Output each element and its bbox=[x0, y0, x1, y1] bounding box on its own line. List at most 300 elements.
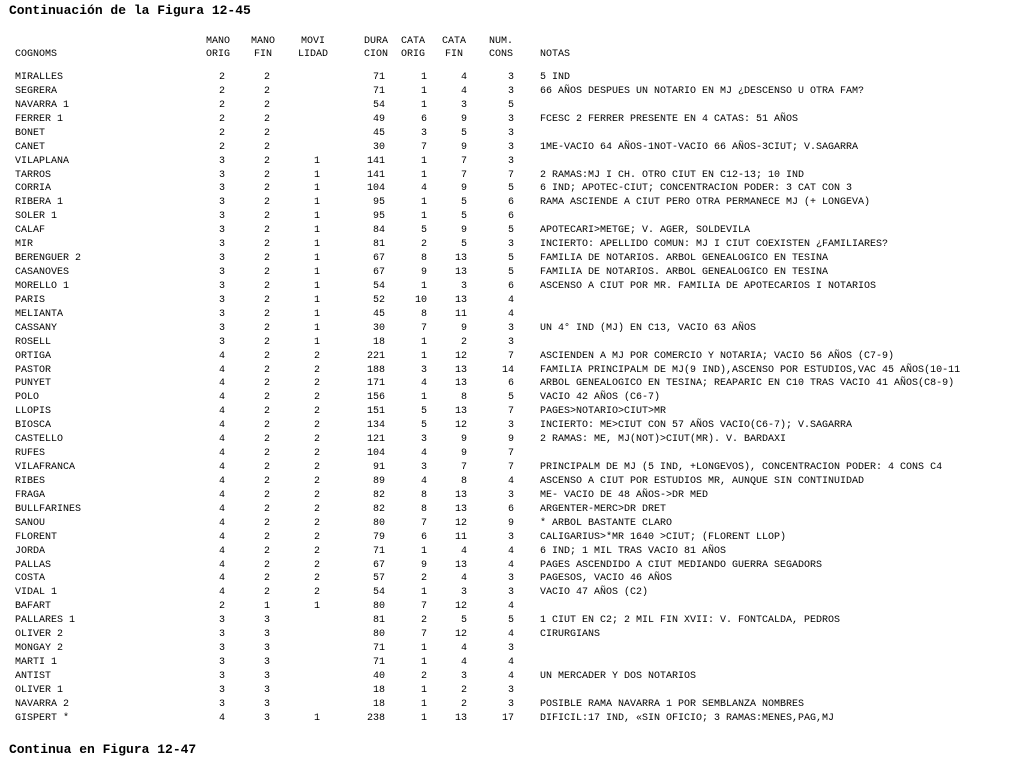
duracion-cell: 54 bbox=[372, 587, 385, 599]
movilidad-cell: 2 bbox=[313, 462, 320, 474]
mano-fin-cell: 2 bbox=[263, 489, 270, 501]
notas-cell: PRINCIPALM DE MJ (5 IND, +LONGEVOS), CONCENTRACION PODER: 4 CONS C4 bbox=[540, 462, 943, 474]
duracion-cell: 95 bbox=[372, 197, 385, 209]
mano-fin-cell: 2 bbox=[263, 559, 270, 571]
mano-orig-cell: 3 bbox=[218, 336, 225, 348]
duracion-cell: 40 bbox=[372, 670, 385, 682]
column-header-cata-orig: ORIG bbox=[400, 49, 425, 60]
movilidad-cell: 2 bbox=[313, 573, 320, 585]
mano-fin-cell: 3 bbox=[263, 684, 270, 696]
cata-fin-cell: 12 bbox=[454, 601, 467, 613]
cata-orig-cell: 1 bbox=[420, 155, 427, 167]
num-cons-cell: 7 bbox=[507, 350, 514, 362]
notas-cell: PAGESOS, VACIO 46 AÑOS bbox=[540, 573, 673, 585]
cata-fin-cell: 5 bbox=[460, 239, 467, 251]
mano-fin-cell: 2 bbox=[263, 308, 270, 320]
cognom-cell: CANET bbox=[15, 141, 46, 153]
cata-orig-cell: 1 bbox=[420, 99, 427, 111]
movilidad-cell: 2 bbox=[313, 587, 320, 599]
cognom-cell: SANOU bbox=[15, 517, 46, 529]
duracion-cell: 89 bbox=[372, 475, 385, 487]
cata-orig-cell: 1 bbox=[420, 698, 427, 710]
cata-orig-cell: 5 bbox=[420, 420, 427, 432]
num-cons-cell: 6 bbox=[507, 211, 514, 223]
notas-cell: UN MERCADER Y DOS NOTARIOS bbox=[540, 670, 697, 682]
num-cons-cell: 3 bbox=[507, 531, 514, 543]
notas-cell: CIRURGIANS bbox=[540, 629, 601, 641]
page-footer: Continua en Figura 12-47 bbox=[9, 742, 197, 757]
cognom-cell: RIBES bbox=[15, 475, 46, 487]
cata-orig-cell: 1 bbox=[420, 350, 427, 362]
column-header-duracion: DURA bbox=[363, 36, 388, 47]
movilidad-cell: 2 bbox=[313, 489, 320, 501]
mano-fin-cell: 2 bbox=[263, 113, 270, 125]
movilidad-cell: 1 bbox=[313, 308, 320, 320]
cata-fin-cell: 2 bbox=[460, 684, 467, 696]
mano-orig-cell: 4 bbox=[218, 587, 225, 599]
num-cons-cell: 5 bbox=[507, 253, 514, 265]
mano-orig-cell: 4 bbox=[218, 462, 225, 474]
duracion-cell: 141 bbox=[366, 155, 385, 167]
cognom-cell: PALLAS bbox=[15, 559, 52, 571]
mano-fin-cell: 2 bbox=[263, 155, 270, 167]
num-cons-cell: 4 bbox=[507, 601, 514, 613]
movilidad-cell: 1 bbox=[313, 155, 320, 167]
cata-fin-cell: 7 bbox=[460, 462, 467, 474]
num-cons-cell: 3 bbox=[507, 684, 514, 696]
cata-fin-cell: 13 bbox=[454, 253, 467, 265]
cata-orig-cell: 6 bbox=[420, 531, 427, 543]
cata-fin-cell: 12 bbox=[454, 629, 467, 641]
cata-orig-cell: 1 bbox=[420, 169, 427, 181]
mano-fin-cell: 3 bbox=[263, 657, 270, 669]
cata-orig-cell: 1 bbox=[420, 392, 427, 404]
cata-orig-cell: 4 bbox=[420, 475, 427, 487]
mano-fin-cell: 2 bbox=[263, 545, 270, 557]
cata-fin-cell: 13 bbox=[454, 489, 467, 501]
mano-fin-cell: 2 bbox=[263, 503, 270, 515]
num-cons-cell: 6 bbox=[507, 378, 514, 390]
cata-fin-cell: 12 bbox=[454, 517, 467, 529]
duracion-cell: 104 bbox=[366, 183, 385, 195]
cata-fin-cell: 9 bbox=[460, 183, 467, 195]
movilidad-cell: 1 bbox=[313, 336, 320, 348]
notas-cell: ARBOL GENEALOGICO EN TESINA; REAPARIC EN C10 TRAS VACIO 41 AÑOS(C8-9) bbox=[540, 378, 955, 390]
num-cons-cell: 4 bbox=[507, 308, 514, 320]
mano-orig-cell: 2 bbox=[218, 127, 225, 139]
notas-cell: INCIERTO: APELLIDO COMUN: MJ I CIUT COEXISTEN ¿FAMILIARES? bbox=[540, 239, 889, 251]
mano-orig-cell: 4 bbox=[218, 503, 225, 515]
cata-orig-cell: 1 bbox=[420, 684, 427, 696]
cata-fin-cell: 13 bbox=[454, 503, 467, 515]
cata-fin-cell: 11 bbox=[454, 531, 467, 543]
duracion-cell: 156 bbox=[366, 392, 385, 404]
notas-cell: 2 RAMAS:MJ I CH. OTRO CIUT EN C12-13; 10 IND bbox=[540, 169, 805, 181]
cata-orig-cell: 7 bbox=[420, 517, 427, 529]
notas-cell: FCESC 2 FERRER PRESENTE EN 4 CATAS: 51 AÑOS bbox=[540, 113, 799, 125]
cognom-cell: CASTELLO bbox=[15, 434, 64, 446]
duracion-cell: 121 bbox=[366, 434, 385, 446]
cognom-cell: OLIVER 1 bbox=[15, 684, 64, 696]
num-cons-cell: 9 bbox=[507, 517, 514, 529]
cata-fin-cell: 3 bbox=[460, 99, 467, 111]
mano-fin-cell: 2 bbox=[263, 531, 270, 543]
notas-cell: 6 IND; 1 MIL TRAS VACIO 81 AÑOS bbox=[540, 545, 727, 557]
mano-orig-cell: 3 bbox=[218, 629, 225, 641]
num-cons-cell: 5 bbox=[507, 183, 514, 195]
mano-fin-cell: 2 bbox=[263, 448, 270, 460]
mano-fin-cell: 2 bbox=[263, 406, 270, 418]
notas-cell: DIFICIL:17 IND, «SIN OFICIO; 3 RAMAS:MENES,PAG,MJ bbox=[540, 712, 835, 724]
movilidad-cell: 1 bbox=[313, 169, 320, 181]
duracion-cell: 67 bbox=[372, 267, 385, 279]
duracion-cell: 18 bbox=[372, 336, 385, 348]
cata-orig-cell: 9 bbox=[420, 267, 427, 279]
cata-fin-cell: 13 bbox=[454, 712, 467, 724]
cognom-cell: CORRIA bbox=[15, 183, 52, 195]
duracion-cell: 134 bbox=[366, 420, 385, 432]
column-header-mano-orig: MANO bbox=[205, 36, 230, 47]
notas-cell: ASCIENDEN A MJ POR COMERCIO Y NOTARIA; VACIO 56 AÑOS (C7-9) bbox=[540, 350, 895, 362]
cata-orig-cell: 4 bbox=[420, 183, 427, 195]
num-cons-cell: 5 bbox=[507, 615, 514, 627]
column-header-movilidad: LIDAD bbox=[297, 49, 328, 60]
cognom-cell: PUNYET bbox=[15, 378, 52, 390]
cata-orig-cell: 1 bbox=[420, 712, 427, 724]
duracion-cell: 171 bbox=[366, 378, 385, 390]
cata-orig-cell: 10 bbox=[414, 294, 427, 306]
mano-orig-cell: 4 bbox=[218, 531, 225, 543]
num-cons-cell: 3 bbox=[507, 420, 514, 432]
cata-orig-cell: 1 bbox=[420, 587, 427, 599]
cata-fin-cell: 11 bbox=[454, 308, 467, 320]
cata-orig-cell: 4 bbox=[420, 378, 427, 390]
cata-fin-cell: 13 bbox=[454, 294, 467, 306]
movilidad-cell: 2 bbox=[313, 517, 320, 529]
num-cons-cell: 3 bbox=[507, 322, 514, 334]
cata-fin-cell: 9 bbox=[460, 322, 467, 334]
num-cons-cell: 3 bbox=[507, 698, 514, 710]
movilidad-cell: 1 bbox=[313, 183, 320, 195]
mano-orig-cell: 3 bbox=[218, 684, 225, 696]
num-cons-cell: 4 bbox=[507, 629, 514, 641]
mano-orig-cell: 3 bbox=[218, 239, 225, 251]
mano-fin-cell: 2 bbox=[263, 127, 270, 139]
movilidad-cell: 1 bbox=[313, 253, 320, 265]
mano-fin-cell: 2 bbox=[263, 183, 270, 195]
duracion-cell: 188 bbox=[366, 364, 385, 376]
num-cons-cell: 4 bbox=[507, 294, 514, 306]
cata-orig-cell: 1 bbox=[420, 85, 427, 97]
num-cons-cell: 3 bbox=[507, 336, 514, 348]
mano-orig-cell: 3 bbox=[218, 155, 225, 167]
column-header-mano-orig: ORIG bbox=[205, 49, 230, 60]
cata-orig-cell: 1 bbox=[420, 336, 427, 348]
notas-cell: POSIBLE RAMA NAVARRA 1 POR SEMBLANZA NOMBRES bbox=[540, 698, 805, 710]
mano-fin-cell: 2 bbox=[263, 239, 270, 251]
cata-orig-cell: 3 bbox=[420, 127, 427, 139]
cognom-cell: VILAFRANCA bbox=[15, 462, 76, 474]
cata-orig-cell: 8 bbox=[420, 253, 427, 265]
notas-cell: FAMILIA DE NOTARIOS. ARBOL GENEALOGICO EN TESINA bbox=[540, 253, 829, 265]
column-header-movilidad: MOVI bbox=[300, 36, 325, 47]
mano-fin-cell: 2 bbox=[263, 350, 270, 362]
mano-fin-cell: 2 bbox=[263, 99, 270, 111]
column-header-cognoms: COGNOMS bbox=[15, 49, 58, 60]
cognom-cell: MONGAY 2 bbox=[15, 643, 64, 655]
cognom-cell: FERRER 1 bbox=[15, 113, 64, 125]
movilidad-cell: 2 bbox=[313, 559, 320, 571]
mano-fin-cell: 2 bbox=[263, 294, 270, 306]
duracion-cell: 80 bbox=[372, 517, 385, 529]
movilidad-cell: 1 bbox=[313, 239, 320, 251]
num-cons-cell: 3 bbox=[507, 141, 514, 153]
cognom-cell: FRAGA bbox=[15, 489, 46, 501]
cata-orig-cell: 2 bbox=[420, 615, 427, 627]
mano-fin-cell: 2 bbox=[263, 336, 270, 348]
duracion-cell: 54 bbox=[372, 280, 385, 292]
num-cons-cell: 7 bbox=[507, 462, 514, 474]
notas-cell: FAMILIA PRINCIPALM DE MJ(9 IND),ASCENSO POR ESTUDIOS,VAC 45 AÑOS(10-11 bbox=[540, 364, 961, 376]
cata-orig-cell: 1 bbox=[420, 643, 427, 655]
notas-cell: INCIERTO: ME>CIUT CON 57 AÑOS VACIO(C6-7); V.SAGARRA bbox=[540, 420, 853, 432]
num-cons-cell: 6 bbox=[507, 197, 514, 209]
notas-cell: ASCENSO A CIUT POR MR. FAMILIA DE APOTECARIOS I NOTARIOS bbox=[540, 280, 877, 292]
mano-orig-cell: 4 bbox=[218, 545, 225, 557]
mano-orig-cell: 3 bbox=[218, 267, 225, 279]
mano-orig-cell: 4 bbox=[218, 350, 225, 362]
cata-fin-cell: 7 bbox=[460, 155, 467, 167]
column-header-num-cons: NUM. bbox=[488, 36, 513, 47]
cata-orig-cell: 3 bbox=[420, 364, 427, 376]
mano-orig-cell: 3 bbox=[218, 294, 225, 306]
duracion-cell: 82 bbox=[372, 503, 385, 515]
cata-orig-cell: 1 bbox=[420, 545, 427, 557]
cata-fin-cell: 3 bbox=[460, 587, 467, 599]
mano-orig-cell: 2 bbox=[218, 72, 225, 83]
movilidad-cell: 2 bbox=[313, 392, 320, 404]
notas-cell: 5 IND bbox=[540, 72, 571, 83]
cata-fin-cell: 13 bbox=[454, 267, 467, 279]
num-cons-cell: 3 bbox=[507, 587, 514, 599]
mano-orig-cell: 2 bbox=[218, 113, 225, 125]
duracion-cell: 71 bbox=[372, 657, 385, 669]
cognom-cell: ANTIST bbox=[15, 670, 52, 682]
notas-cell: 1 CIUT EN C2; 2 MIL FIN XVII: V. FONTCALDA, PEDROS bbox=[540, 615, 841, 627]
cognom-cell: SOLER 1 bbox=[15, 211, 58, 223]
duracion-cell: 30 bbox=[372, 141, 385, 153]
column-header-num-cons: CONS bbox=[488, 49, 513, 60]
notas-cell: FAMILIA DE NOTARIOS. ARBOL GENEALOGICO EN TESINA bbox=[540, 267, 829, 279]
cata-orig-cell: 8 bbox=[420, 503, 427, 515]
movilidad-cell: 2 bbox=[313, 475, 320, 487]
mano-orig-cell: 2 bbox=[218, 99, 225, 111]
num-cons-cell: 4 bbox=[507, 657, 514, 669]
cata-fin-cell: 4 bbox=[460, 545, 467, 557]
num-cons-cell: 5 bbox=[507, 99, 514, 111]
movilidad-cell: 2 bbox=[313, 364, 320, 376]
cata-orig-cell: 1 bbox=[420, 72, 427, 83]
mano-orig-cell: 4 bbox=[218, 559, 225, 571]
cata-fin-cell: 4 bbox=[460, 643, 467, 655]
movilidad-cell: 1 bbox=[313, 267, 320, 279]
cognom-cell: POLO bbox=[15, 392, 40, 404]
num-cons-cell: 4 bbox=[507, 559, 514, 571]
num-cons-cell: 5 bbox=[507, 267, 514, 279]
cata-orig-cell: 7 bbox=[420, 601, 427, 613]
cata-orig-cell: 8 bbox=[420, 489, 427, 501]
cognom-cell: CALAF bbox=[15, 225, 46, 237]
num-cons-cell: 4 bbox=[507, 545, 514, 557]
cata-orig-cell: 3 bbox=[420, 434, 427, 446]
duracion-cell: 104 bbox=[366, 448, 385, 460]
movilidad-cell: 2 bbox=[313, 378, 320, 390]
duracion-cell: 71 bbox=[372, 643, 385, 655]
notas-cell: 2 RAMAS: ME, MJ(NOT)>CIUT(MR). V. BARDAXI bbox=[540, 434, 787, 446]
duracion-cell: 49 bbox=[372, 113, 385, 125]
mano-orig-cell: 4 bbox=[218, 364, 225, 376]
notas-cell: CALIGARIUS>*MR 1640 >CIUT; (FLORENT LLOP) bbox=[540, 531, 787, 543]
cata-fin-cell: 4 bbox=[460, 657, 467, 669]
duracion-cell: 57 bbox=[372, 573, 385, 585]
notas-cell: RAMA ASCIENDE A CIUT PERO OTRA PERMANECE MJ (+ LONGEVA) bbox=[540, 197, 871, 209]
mano-fin-cell: 2 bbox=[263, 225, 270, 237]
mano-orig-cell: 3 bbox=[218, 670, 225, 682]
cognom-cell: CASANOVES bbox=[15, 267, 70, 279]
cata-orig-cell: 1 bbox=[420, 657, 427, 669]
mano-orig-cell: 4 bbox=[218, 712, 225, 724]
mano-fin-cell: 1 bbox=[263, 601, 270, 613]
cognom-cell: SEGRERA bbox=[15, 85, 58, 97]
cognom-cell: VILAPLANA bbox=[15, 155, 70, 167]
cognom-cell: PALLARES 1 bbox=[15, 615, 76, 627]
notas-cell: ME- VACIO DE 48 AÑOS->DR MED bbox=[540, 489, 709, 501]
mano-orig-cell: 4 bbox=[218, 475, 225, 487]
num-cons-cell: 3 bbox=[507, 85, 514, 97]
mano-fin-cell: 2 bbox=[263, 573, 270, 585]
notas-cell: UN 4° IND (MJ) EN C13, VACIO 63 AÑOS bbox=[540, 322, 757, 334]
mano-fin-cell: 2 bbox=[263, 169, 270, 181]
cognom-cell: MELIANTA bbox=[15, 308, 64, 320]
num-cons-cell: 3 bbox=[507, 489, 514, 501]
notas-cell: 6 IND; APOTEC-CIUT; CONCENTRACION PODER: 3 CAT CON 3 bbox=[540, 183, 853, 195]
num-cons-cell: 3 bbox=[507, 113, 514, 125]
cognom-cell: PASTOR bbox=[15, 364, 52, 376]
duracion-cell: 80 bbox=[372, 629, 385, 641]
cata-fin-cell: 9 bbox=[460, 448, 467, 460]
mano-fin-cell: 2 bbox=[263, 378, 270, 390]
num-cons-cell: 17 bbox=[501, 712, 514, 724]
cognom-cell: MORELLO 1 bbox=[15, 280, 70, 292]
cata-orig-cell: 1 bbox=[420, 211, 427, 223]
column-header-cata-fin: FIN bbox=[444, 49, 463, 60]
mano-fin-cell: 2 bbox=[263, 434, 270, 446]
mano-fin-cell: 2 bbox=[263, 267, 270, 279]
column-header-duracion: CION bbox=[363, 49, 388, 60]
notas-cell: PAGES ASCENDIDO A CIUT MEDIANDO GUERRA SEGADORS bbox=[540, 559, 823, 571]
mano-orig-cell: 3 bbox=[218, 657, 225, 669]
num-cons-cell: 3 bbox=[507, 72, 514, 83]
cognom-cell: GISPERT * bbox=[15, 712, 70, 724]
num-cons-cell: 7 bbox=[507, 448, 514, 460]
mano-orig-cell: 3 bbox=[218, 211, 225, 223]
notas-cell: 66 AÑOS DESPUES UN NOTARIO EN MJ ¿DESCENSO U OTRA FAM? bbox=[540, 85, 865, 97]
mano-orig-cell: 3 bbox=[218, 280, 225, 292]
notas-cell: ASCENSO A CIUT POR ESTUDIOS MR, AUNQUE SIN CONTINUIDAD bbox=[540, 475, 865, 487]
mano-orig-cell: 4 bbox=[218, 392, 225, 404]
movilidad-cell: 1 bbox=[313, 294, 320, 306]
mano-orig-cell: 3 bbox=[218, 225, 225, 237]
cognom-cell: MARTI 1 bbox=[15, 657, 58, 669]
mano-fin-cell: 2 bbox=[263, 253, 270, 265]
column-header-cata-orig: CATA bbox=[400, 36, 425, 47]
cata-fin-cell: 12 bbox=[454, 420, 467, 432]
mano-fin-cell: 2 bbox=[263, 85, 270, 97]
mano-fin-cell: 2 bbox=[263, 420, 270, 432]
duracion-cell: 30 bbox=[372, 322, 385, 334]
cata-fin-cell: 8 bbox=[460, 475, 467, 487]
num-cons-cell: 6 bbox=[507, 503, 514, 515]
duracion-cell: 81 bbox=[372, 239, 385, 251]
num-cons-cell: 3 bbox=[507, 239, 514, 251]
mano-fin-cell: 2 bbox=[263, 364, 270, 376]
duracion-cell: 45 bbox=[372, 127, 385, 139]
cognom-cell: ROSELL bbox=[15, 336, 52, 348]
duracion-cell: 18 bbox=[372, 698, 385, 710]
movilidad-cell: 2 bbox=[313, 350, 320, 362]
column-header-mano-fin: MANO bbox=[250, 36, 275, 47]
cata-fin-cell: 12 bbox=[454, 350, 467, 362]
mano-orig-cell: 3 bbox=[218, 253, 225, 265]
cognom-cell: RUFES bbox=[15, 448, 46, 460]
cognom-cell: JORDA bbox=[15, 545, 46, 557]
mano-fin-cell: 2 bbox=[263, 72, 270, 83]
cata-orig-cell: 1 bbox=[420, 197, 427, 209]
mano-orig-cell: 4 bbox=[218, 517, 225, 529]
movilidad-cell: 2 bbox=[313, 448, 320, 460]
duracion-cell: 141 bbox=[366, 169, 385, 181]
movilidad-cell: 2 bbox=[313, 406, 320, 418]
cata-fin-cell: 9 bbox=[460, 141, 467, 153]
cata-fin-cell: 13 bbox=[454, 378, 467, 390]
cognom-cell: TARROS bbox=[15, 169, 52, 181]
mano-fin-cell: 2 bbox=[263, 462, 270, 474]
num-cons-cell: 7 bbox=[507, 406, 514, 418]
movilidad-cell: 2 bbox=[313, 503, 320, 515]
movilidad-cell: 1 bbox=[313, 211, 320, 223]
num-cons-cell: 5 bbox=[507, 225, 514, 237]
cognom-cell: CASSANY bbox=[15, 322, 58, 334]
cata-orig-cell: 5 bbox=[420, 406, 427, 418]
page-title: Continuación de la Figura 12-45 bbox=[9, 3, 251, 18]
cognom-cell: BONET bbox=[15, 127, 46, 139]
cata-fin-cell: 9 bbox=[460, 113, 467, 125]
mano-fin-cell: 2 bbox=[263, 475, 270, 487]
cognom-cell: VIDAL 1 bbox=[15, 587, 58, 599]
notas-cell: 1ME-VACIO 64 AÑOS-1NOT-VACIO 66 AÑOS-3CIUT; V.SAGARRA bbox=[540, 141, 859, 153]
duracion-cell: 45 bbox=[372, 308, 385, 320]
mano-orig-cell: 3 bbox=[218, 169, 225, 181]
cognom-cell: OLIVER 2 bbox=[15, 629, 64, 641]
notas-cell: ARGENTER-MERC>DR DRET bbox=[540, 503, 667, 515]
cata-fin-cell: 3 bbox=[460, 670, 467, 682]
mano-orig-cell: 2 bbox=[218, 141, 225, 153]
cognom-cell: MIR bbox=[15, 239, 34, 251]
cata-orig-cell: 7 bbox=[420, 629, 427, 641]
cognom-cell: BULLFARINES bbox=[15, 503, 82, 515]
cata-fin-cell: 8 bbox=[460, 392, 467, 404]
mano-fin-cell: 3 bbox=[263, 629, 270, 641]
